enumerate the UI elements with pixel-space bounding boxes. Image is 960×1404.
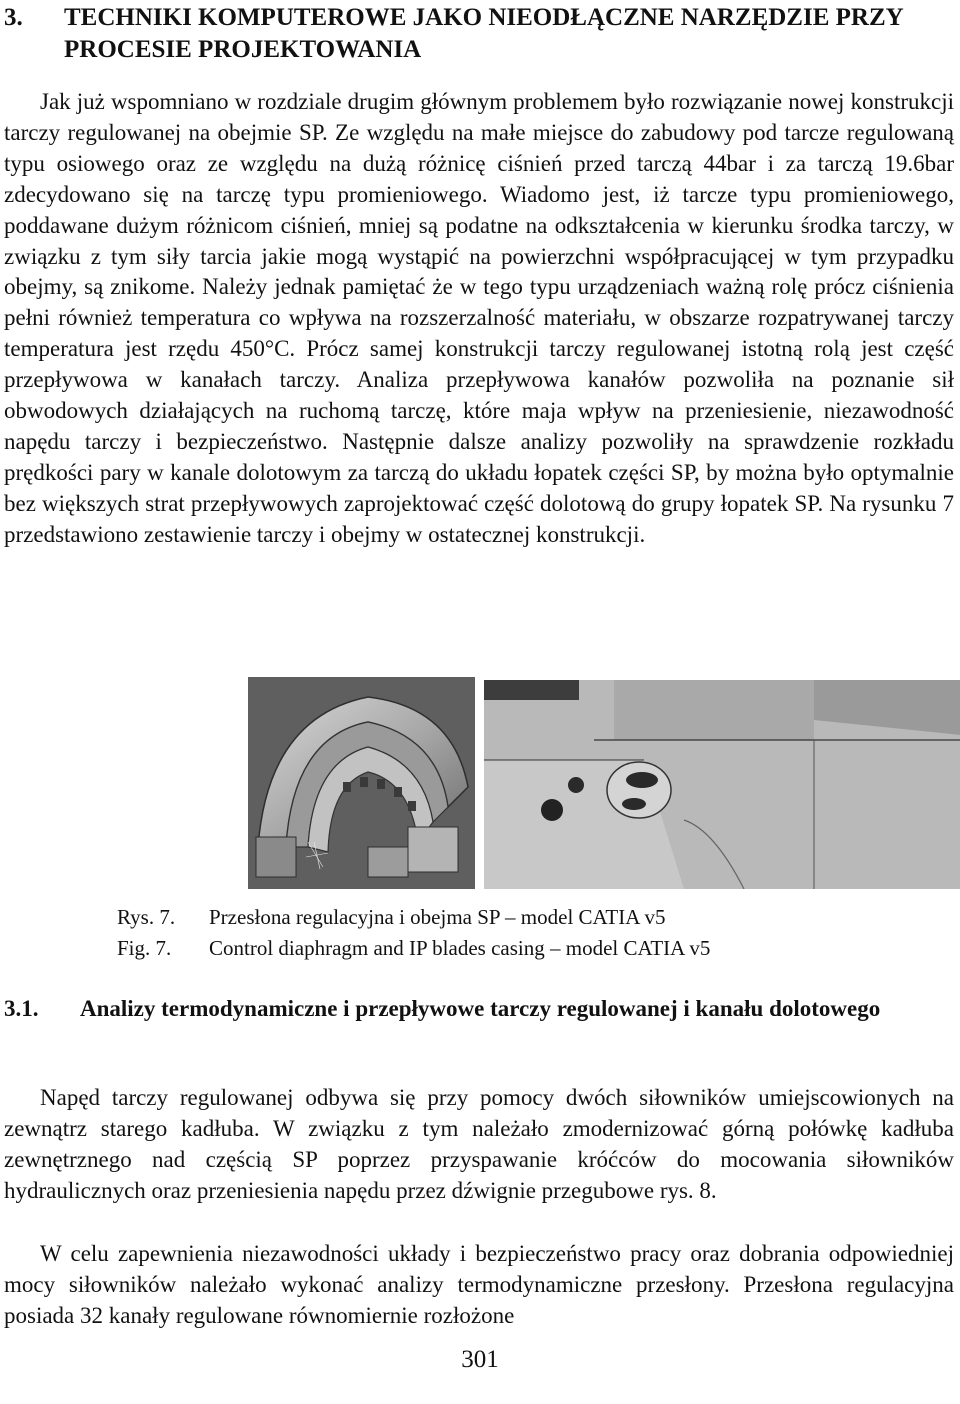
section-number: 3.1. xyxy=(4,996,39,1021)
page-number: 301 xyxy=(461,1346,499,1373)
diaphragm-render-svg xyxy=(248,677,475,889)
figure-caption-en-text: Control diaphragm and IP blades casing – model CATIA v5 xyxy=(209,936,711,960)
casing-detail-render-image xyxy=(484,680,960,889)
paragraph-intro xyxy=(4,87,954,551)
section-heading xyxy=(4,993,944,1024)
paragraph-intro-text: Jak już wspomniano w rozdziale drugim głównym problemem było rozwiązanie nowej konstrukcji tarczy regulowanej na obejmie SP. Ze względu na małe miejsce do zabudowy pod tarcze regulowaną typu osiowego oraz ze względu na dużą różnicę ciśnień przed tarczą 44bar i za tarczą 19.6bar zdecydowano się na tarczę typu promieniowego. Wiadomo jest, iż tarcze typu promieniowego, poddawane dużym różnicom ciśnień, mniej są podatne na odkształcenia w kierunku środka tarczy, w związku z tym siły tarcia jakie mogą wystąpić na powierzchni współpracującej w tym przypadku obejmy, są znikome. Należy jednak pamiętać że w tego typu urządzeniach ważną rolę prócz ciśnienia pełni również temperatura co wpływa na rozszerzalność materiału, w obszarze rozpatrywanej tarczy temperatura jest rzędu 450°C. Prócz samej konstrukcji tarczy regulowanej istotną rolą jest część przepływowa w kanałach tarczy. Analiza przepływowa kanałów pozwoliła na poznanie sił obwodowych działających na ruchomą tarczę, które maja wpływ na przeniesienie, niezawodność napędu tarczy i bezpieczeństwo. Następnie dalsze analizy pozwoliły na sprawdzenie rozkładu prędkości pary w kanale dolotowym za tarczą do układu łopatek części SP, by można było optymalnie bez większych strat przepływowych zaprojektować część dolotową do grupy łopatek SP. Na rysunku 7 przedstawiono zestawienie tarczy i obejmy w ostatecznej konstrukcji. xyxy=(4,89,954,547)
figure-7 xyxy=(248,677,960,889)
figure-caption-pl-text: Przesłona regulacyjna i obejma SP – model CATIA v5 xyxy=(209,905,666,929)
paragraph-reliability xyxy=(4,1239,954,1332)
chapter-title: TECHNIKI KOMPUTEROWE JAKO NIEODŁĄCZNE NARZĘDZIE PRZY PROCESIE PROJEKTOWANIA xyxy=(64,4,903,63)
figure-caption-pl xyxy=(117,903,665,931)
paragraph-actuators xyxy=(4,1083,954,1207)
casing-detail-render-svg xyxy=(484,680,960,889)
figure-caption-en-label: Fig. 7. xyxy=(117,936,172,960)
paragraph-reliability-text: W celu zapewnienia niezawodności układy i bezpieczeństwo pracy oraz dobrania odpowiedniej mocy siłowników należało wykonać analizy termodynamiczne przesłony. Przesłona regulacyjna posiada 32 kanały regulowane równomiernie rozłożone xyxy=(4,1241,954,1328)
paragraph-actuators-text: Napęd tarczy regulowanej odbywa się przy pomocy dwóch siłowników umiejscowionych na zewnątrz starego kadłuba. W związku z tym należało zmodernizować górną połówkę kadłuba zewnętrznego nad częścią SP poprzez przyspawanie króćców do mocowania siłowników hydraulicznych oraz przeniesienia napędu przez dźwignie przegubowe rys. 8. xyxy=(4,1085,954,1203)
figure-caption-en xyxy=(117,934,710,962)
diaphragm-render-image xyxy=(248,677,475,889)
figure-caption-pl-label: Rys. 7. xyxy=(117,905,176,929)
section-title: Analizy termodynamiczne i przepływowe tarczy regulowanej i kanału dolotowego xyxy=(80,996,881,1021)
chapter-heading xyxy=(4,2,954,66)
chapter-number: 3. xyxy=(4,4,23,31)
